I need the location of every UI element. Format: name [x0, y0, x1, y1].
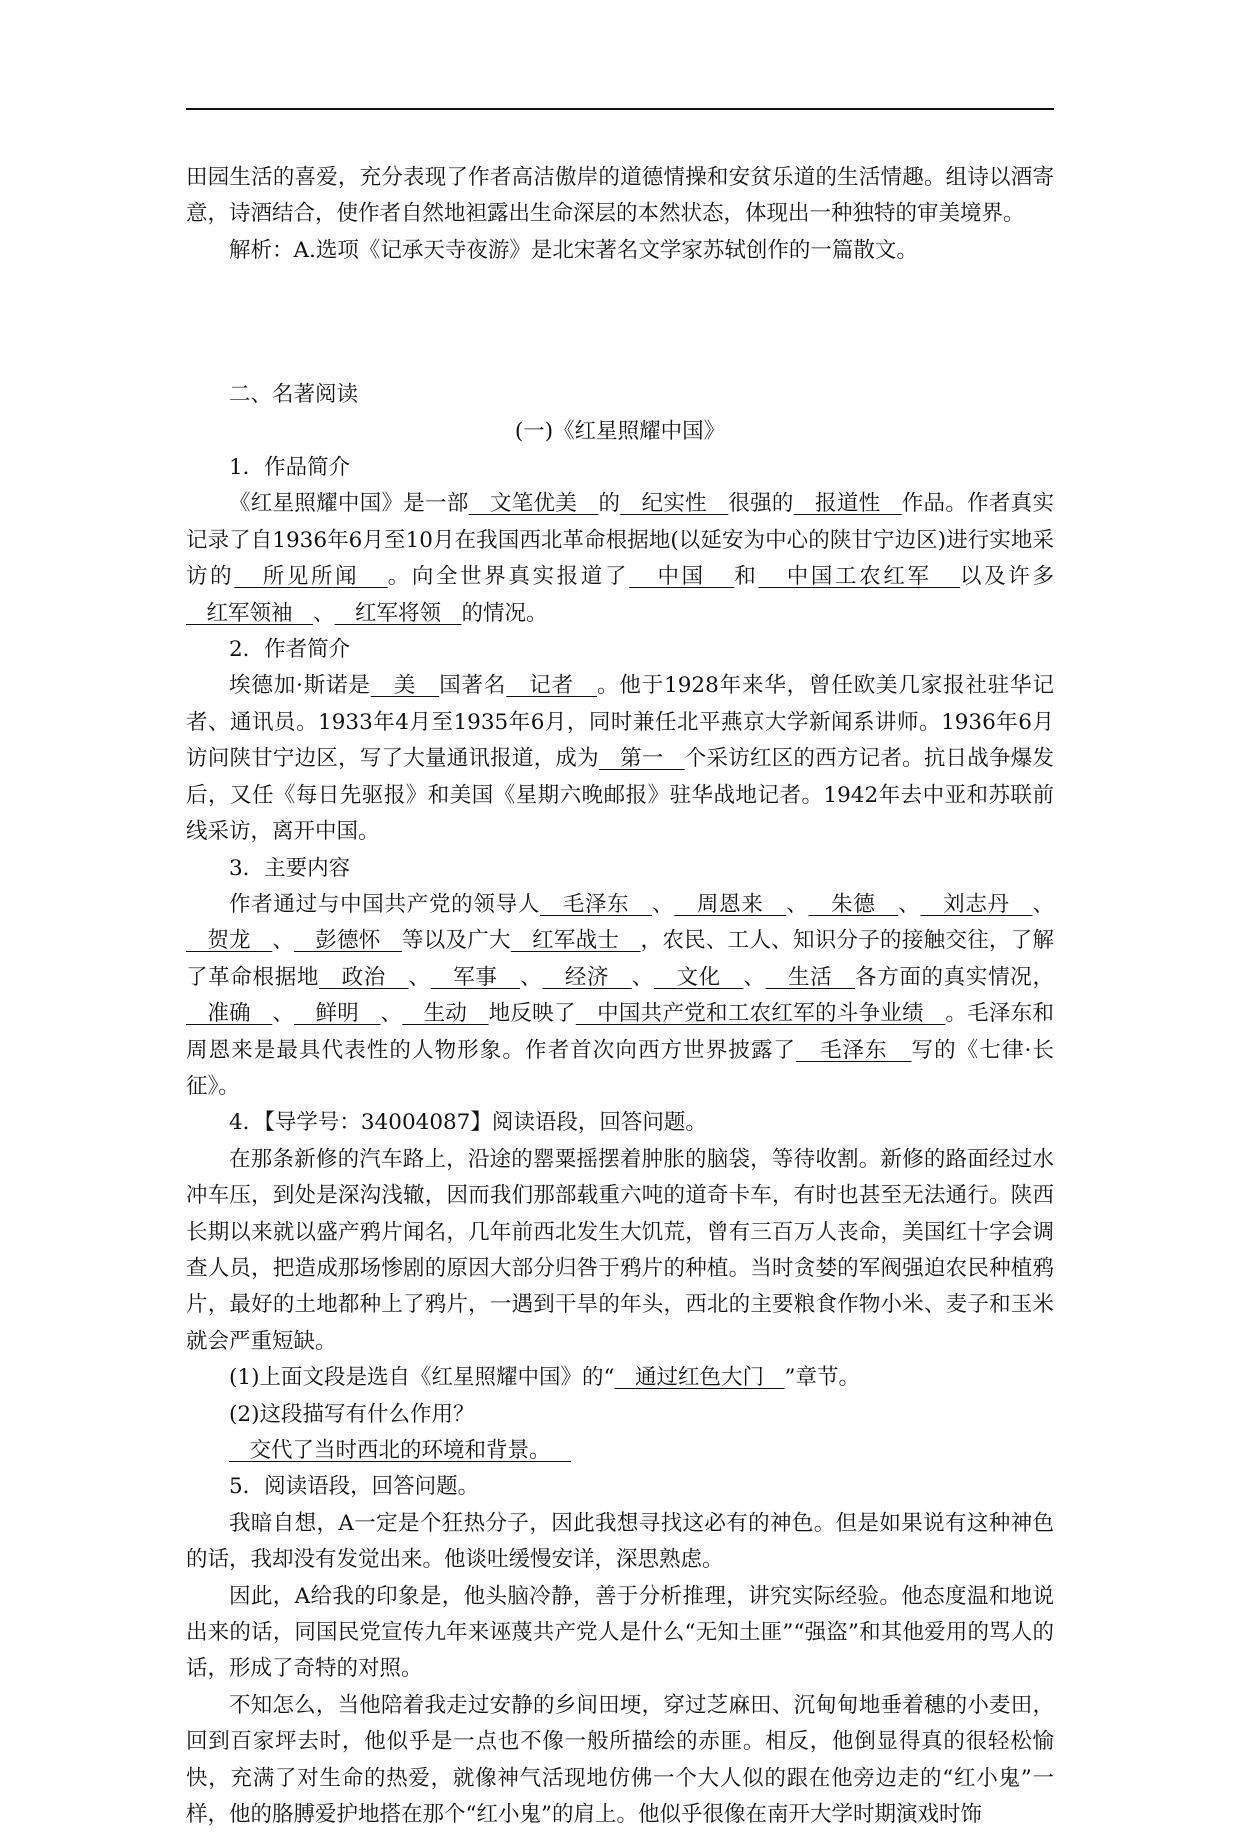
paragraph-text: 、 — [408, 964, 431, 990]
fill-in-answer: 毛泽东 — [796, 1037, 912, 1063]
paragraph-text: 。向全世界真实报道了 — [387, 564, 630, 590]
item4-question1 — [186, 1360, 1054, 1396]
paragraph-text: 、 — [652, 891, 675, 917]
fill-in-answer: 红军将领 — [334, 600, 462, 626]
paragraph-text: 地反映了 — [488, 1001, 576, 1027]
intro-paragraph: 田园生活的喜爱，充分表现了作者高洁傲岸的道德情操和安贫乐道的生活情趣。组诗以酒寄意，诗酒结合，使作者自然地袒露出生命深层的本然状态，体现出一种独特的审美境界。 — [186, 165, 1054, 227]
item5-title: 5．阅读语段，回答问题。 — [229, 1474, 480, 1500]
paragraph-text: 、 — [313, 600, 335, 626]
question1-text: (1)上面文段是选自《红星照耀中国》的“ — [229, 1365, 615, 1391]
fill-in-answer: 贺龙 — [186, 928, 273, 954]
paragraph-text: ，农民、工人、知识分子的接触交往，了解了革命根据地 — [186, 928, 1054, 990]
item5-paragraph-1: 我暗自想，A一定是个狂热分子，因此我想寻找这必有的神色。但是如果说有这种神色的话，我却没有发觉出来。他谈吐缓慢安详，深思熟虑。 — [186, 1510, 1054, 1573]
question1-answer: 通过红色大门 — [614, 1365, 785, 1391]
fill-in-answer: 经济 — [542, 964, 632, 990]
question1-suffix: ”章节。 — [784, 1365, 860, 1391]
paragraph-text: 各方面的真实情况， — [855, 964, 1054, 990]
paragraph-text: 等以及广大 — [401, 928, 511, 954]
paragraph-text: 很强的 — [728, 491, 794, 517]
paragraph-text: 、 — [631, 964, 654, 990]
fill-in-answer: 生活 — [765, 964, 856, 990]
fill-in-answer: 红军战士 — [510, 928, 641, 954]
paragraph-text: 、 — [272, 1001, 295, 1027]
fill-in-answer: 准确 — [186, 1001, 273, 1027]
paragraph-text: 《红星照耀中国》是一部 — [229, 491, 469, 517]
fill-in-answer: 所见所闻 — [234, 564, 388, 590]
section-heading: 二、名著阅读 — [229, 382, 359, 408]
book-title-heading: (一)《红星照耀中国》 — [514, 418, 726, 444]
paragraph-text: 的 — [598, 491, 621, 517]
fill-in-answer: 红军领袖 — [186, 600, 314, 626]
item4-title: 4．【导学号：34004087】阅读语段，回答问题。 — [229, 1110, 707, 1136]
item5-paragraph-2: 因此，A给我的印象是，他头脑冷静，善于分析推理，讲究实际经验。他态度温和地说出来的话，同国民党宣传九年来诬蔑共产党人是什么“无知土匪”“强盗”和其他爱用的骂人的话，形成了奇特的对照。 — [186, 1583, 1054, 1682]
paragraph-text: 个采访红区的西方记者。抗日战争爆发后，又任《每日先驱报》和美国《星期六晚邮报》驻华战地记者。1942年去中亚和苏联前线采访，离开中国。 — [186, 746, 1054, 845]
item3-paragraph — [186, 887, 1054, 1105]
document-page — [186, 160, 1054, 1833]
header-rule — [186, 108, 1054, 110]
item4-question2: (2)这段描写有什么作用？ — [229, 1401, 475, 1427]
analysis-paragraph: 解析：A.选项《记承天寺夜游》是北宋著名文学家苏轼创作的一篇散文。 — [229, 237, 918, 263]
paragraph-text: 、 — [898, 891, 921, 917]
fill-in-answer: 鲜明 — [294, 1001, 381, 1027]
item1-title: 1．作品简介 — [229, 455, 351, 481]
paragraph-text: 、 — [743, 964, 766, 990]
paragraph-text: 作品。作者真实记录了自1936年6月至10月在我国西北革命根据地(以延安为中心的陕甘宁边区)进行实地采访的 — [186, 491, 1054, 590]
paragraph-text: 埃德加·斯诺是 — [229, 673, 371, 699]
item1-paragraph — [186, 486, 1054, 632]
fill-in-answer: 美 — [370, 673, 440, 699]
item2-title: 2．作者简介 — [229, 637, 351, 663]
fill-in-answer: 生动 — [402, 1001, 489, 1027]
item5-paragraph-3: 不知怎么，当他陪着我走过安静的乡间田埂，穿过芝麻田、沉甸甸地垂着穗的小麦田，回到百家坪去时，他似乎是一点也不像一般所描绘的赤匪。相反，他倒显得真的很轻松愉快，充满了对生命的热爱，就像神气活现地仿佛一个大人似的跟在他旁边走的“红小鬼”一样，他的胳膊爱护地搭在那个“红小鬼”的肩上。他似乎很像在南开大学时期演戏时饰 — [186, 1692, 1054, 1828]
item3-title: 3．主要内容 — [229, 855, 351, 881]
fill-in-answer: 政治 — [319, 964, 409, 990]
paragraph-text: 和 — [734, 564, 759, 590]
paragraph-text: 、 — [786, 891, 809, 917]
paragraph-text: 写的《七律·长征》。 — [186, 1037, 1054, 1099]
paragraph-text: 、 — [272, 928, 294, 954]
fill-in-answer: 文化 — [653, 964, 744, 990]
paragraph-text: 的情况。 — [461, 600, 548, 626]
paragraph-text: 以及许多 — [960, 564, 1054, 590]
paragraph-text: 。他于1928年来华，曾任欧美几家报社驻华记者、通讯员。1933年4月至1935年6月，同时兼任北平燕京大学新闻系讲师。1936年6月访问陕甘宁边区，写了大量通讯报道，成为 — [186, 673, 1054, 772]
item4-passage: 在那条新修的汽车路上，沿途的罂粟摇摆着肿胀的脑袋，等待收割。新修的路面经过水冲车压，到处是深沟浅辙，因而我们那部载重六吨的道奇卡车，有时也甚至无法通行。陕西长期以来就以盛产鸦片闻名，几年前西北发生大饥荒，曾有三百万人丧命，美国红十字会调查人员，把造成那场惨剧的原因大部分归咎于鸦片的种植。当时贪婪的军阀强迫农民种植鸦片，最好的土地都种上了鸦片，一遇到干旱的年头，西北的主要粮食作物小米、麦子和玉米就会严重短缺。 — [186, 1146, 1054, 1354]
paragraph-text: 国著名 — [439, 673, 507, 699]
paragraph-text: 作者通过与中国共产党的领导人 — [229, 891, 541, 917]
fill-in-answer: 周恩来 — [674, 891, 787, 917]
fill-in-answer: 刘志丹 — [920, 891, 1033, 917]
paragraph-text: 、 — [1032, 891, 1054, 917]
fill-in-answer: 纪实性 — [620, 491, 729, 517]
section-gap — [186, 269, 1054, 377]
fill-in-answer: 毛泽东 — [540, 891, 653, 917]
paragraph-text: 、 — [380, 1001, 403, 1027]
fill-in-answer: 第一 — [598, 746, 685, 772]
fill-in-answer: 报道性 — [793, 491, 902, 517]
fill-in-answer: 记者 — [506, 673, 598, 699]
question2-answer: 交代了当时西北的环境和背景。 — [229, 1438, 572, 1463]
fill-in-answer: 彭德怀 — [293, 928, 402, 954]
item4-answer2-line — [186, 1433, 1054, 1469]
fill-in-answer: 中国工农红军 — [758, 564, 961, 590]
fill-in-answer: 文笔优美 — [468, 491, 599, 517]
fill-in-answer: 中国 — [629, 564, 735, 590]
item2-paragraph — [186, 668, 1054, 850]
paragraph-text: 。毛泽东和周恩来是最具代表性的人物形象。作者首次向西方世界披露了 — [186, 1001, 1054, 1063]
fill-in-answer: 军事 — [430, 964, 521, 990]
fill-in-answer: 中国共产党和工农红军的斗争业绩 — [575, 1001, 946, 1027]
fill-in-answer: 朱德 — [808, 891, 899, 917]
paragraph-text: 、 — [520, 964, 543, 990]
